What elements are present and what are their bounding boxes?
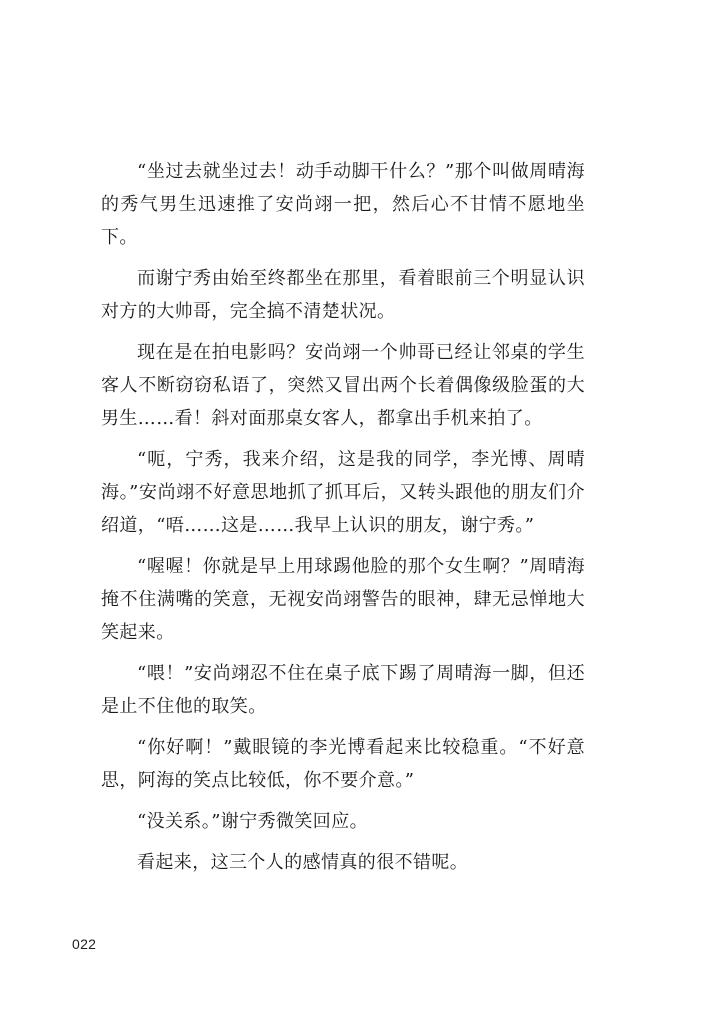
paragraph: 而谢宁秀由始至终都坐在那里，看着眼前三个明显认识对方的大帅哥，完全搞不清楚状况。 <box>101 268 585 322</box>
paragraph: 看起来，这三个人的感情真的很不错呢。 <box>137 852 469 873</box>
body-text <box>101 155 585 887</box>
paragraph: “呃，宁秀，我来介绍，这是我的同学，李光博、周晴海。”安尚翊不好意思地抓了抓耳后，又转头跟他的朋友们介绍道，“唔……这是……我早上认识的朋友，谢宁秀。” <box>101 449 585 536</box>
paragraph: “喂！”安尚翊忍不住在桌子底下踢了周晴海一脚，但还是止不住他的取笑。 <box>101 663 585 717</box>
paragraph: “你好啊！”戴眼镜的李光博看起来比较稳重。“不好意思，阿海的笑点比较低，你不要介意。” <box>101 737 585 791</box>
paragraph: “坐过去就坐过去！动手动脚干什么？”那个叫做周晴海的秀气男生迅速推了安尚翊一把，然后心不甘情不愿地坐下。 <box>101 161 585 248</box>
paragraph: “没关系。”谢宁秀微笑回应。 <box>137 811 369 832</box>
paragraph: “喔喔！你就是早上用球踢他脸的那个女生啊？”周晴海掩不住满嘴的笑意，无视安尚翊警告的眼神，肆无忌惮地大笑起来。 <box>101 556 585 643</box>
page-number: 022 <box>72 936 97 952</box>
paragraph: 现在是在拍电影吗？安尚翊一个帅哥已经让邻桌的学生客人不断窃窃私语了，突然又冒出两个长着偶像级脸蛋的大男生……看！斜对面那桌女客人，都拿出手机来拍了。 <box>101 342 585 429</box>
